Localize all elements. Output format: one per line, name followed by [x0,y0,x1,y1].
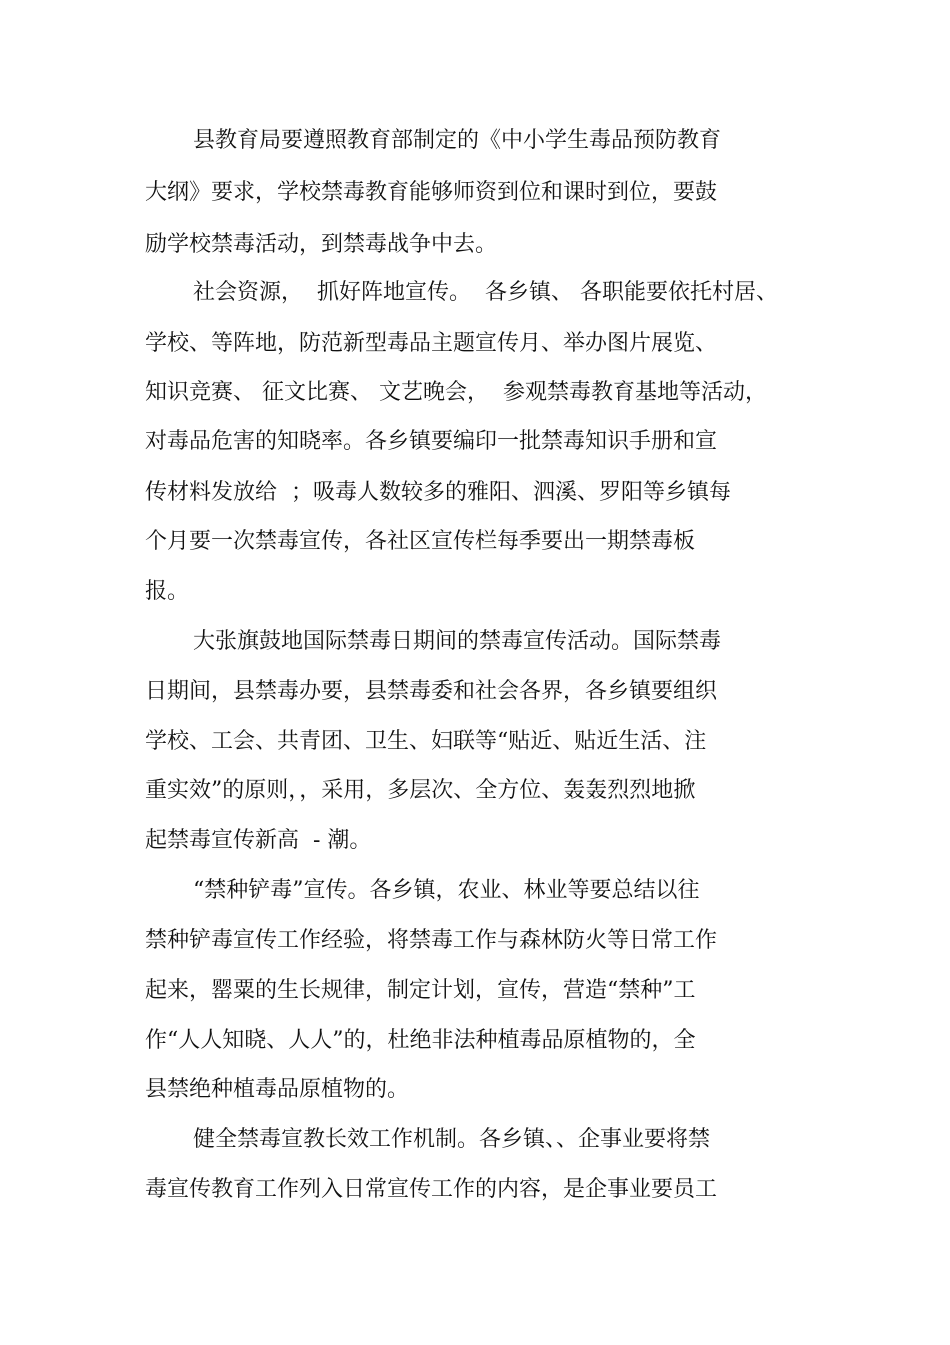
paragraph-1-line-2: 大纲》要求，学校禁毒教育能够师资到位和课时到位，要鼓 [145,180,718,205]
paragraph-4-line-2: 禁种铲毒宣传工作经验，将禁毒工作与森林防火等日常工作 [145,928,718,953]
paragraph-1-line-3: 励学校禁毒活动，到禁毒战争中去。 [145,232,498,257]
paragraph-4-line-4: 作“人人知晓、人人”的，杜绝非法种植毒品原植物的，全 [145,1028,696,1053]
paragraph-1-line-1: 县教育局要遵照教育部制定的《中小学生毒品预防教育 [193,128,722,153]
paragraph-4-line-5: 县禁绝种植毒品原植物的。 [145,1077,410,1102]
paragraph-2-line-6: 个月要一次禁毒宣传，各社区宣传栏每季要出一期禁毒板 [145,529,696,554]
paragraph-2-line-7: 报。 [145,579,190,604]
paragraph-3-line-4: 重实效”的原则，，采用，多层次、全方位、轰轰烈烈地掀 [145,778,696,803]
paragraph-2-line-4: 对毒品危害的知晓率。各乡镇要编印一批禁毒知识手册和宣 [145,429,718,454]
paragraph-4-line-1: “禁种铲毒”宣传。各乡镇，农业、林业等要总结以往 [193,878,700,903]
paragraph-4-line-3: 起来，罂粟的生长规律，制定计划，宣传，营造“禁种”工 [145,978,696,1003]
paragraph-3-line-3: 学校、工会、共青团、卫生、妇联等“贴近、贴近生活、注 [145,729,707,754]
paragraph-2-line-3: 知识竞赛、 征文比赛、 文艺晚会， 参观禁毒教育基地等活动， [145,380,767,405]
paragraph-5-line-1: 健全禁毒宣教长效工作机制。各乡镇、、企事业要将禁 [193,1127,711,1152]
paragraph-3-line-2: 日期间，县禁毒办要，县禁毒委和社会各界，各乡镇要组织 [145,679,718,704]
paragraph-2-line-2: 学校、等阵地，防范新型毒品主题宣传月、举办图片展览、 [145,331,718,356]
paragraph-5-line-2: 毒宣传教育工作列入日常宣传工作的内容，是企事业要员工 [145,1177,718,1202]
paragraph-3-line-1: 大张旗鼓地国际禁毒日期间的禁毒宣传活动。国际禁毒 [193,629,722,654]
paragraph-3-line-5: 起禁毒宣传新高 - 潮。 [145,828,372,853]
paragraph-2-line-1: 社会资源， 抓好阵地宣传。 各乡镇、 各职能要依托村居、 [193,280,778,305]
paragraph-2-line-5: 传材料发放给 ；吸毒人数较多的雅阳、泗溪、罗阳等乡镇每 [145,480,731,505]
